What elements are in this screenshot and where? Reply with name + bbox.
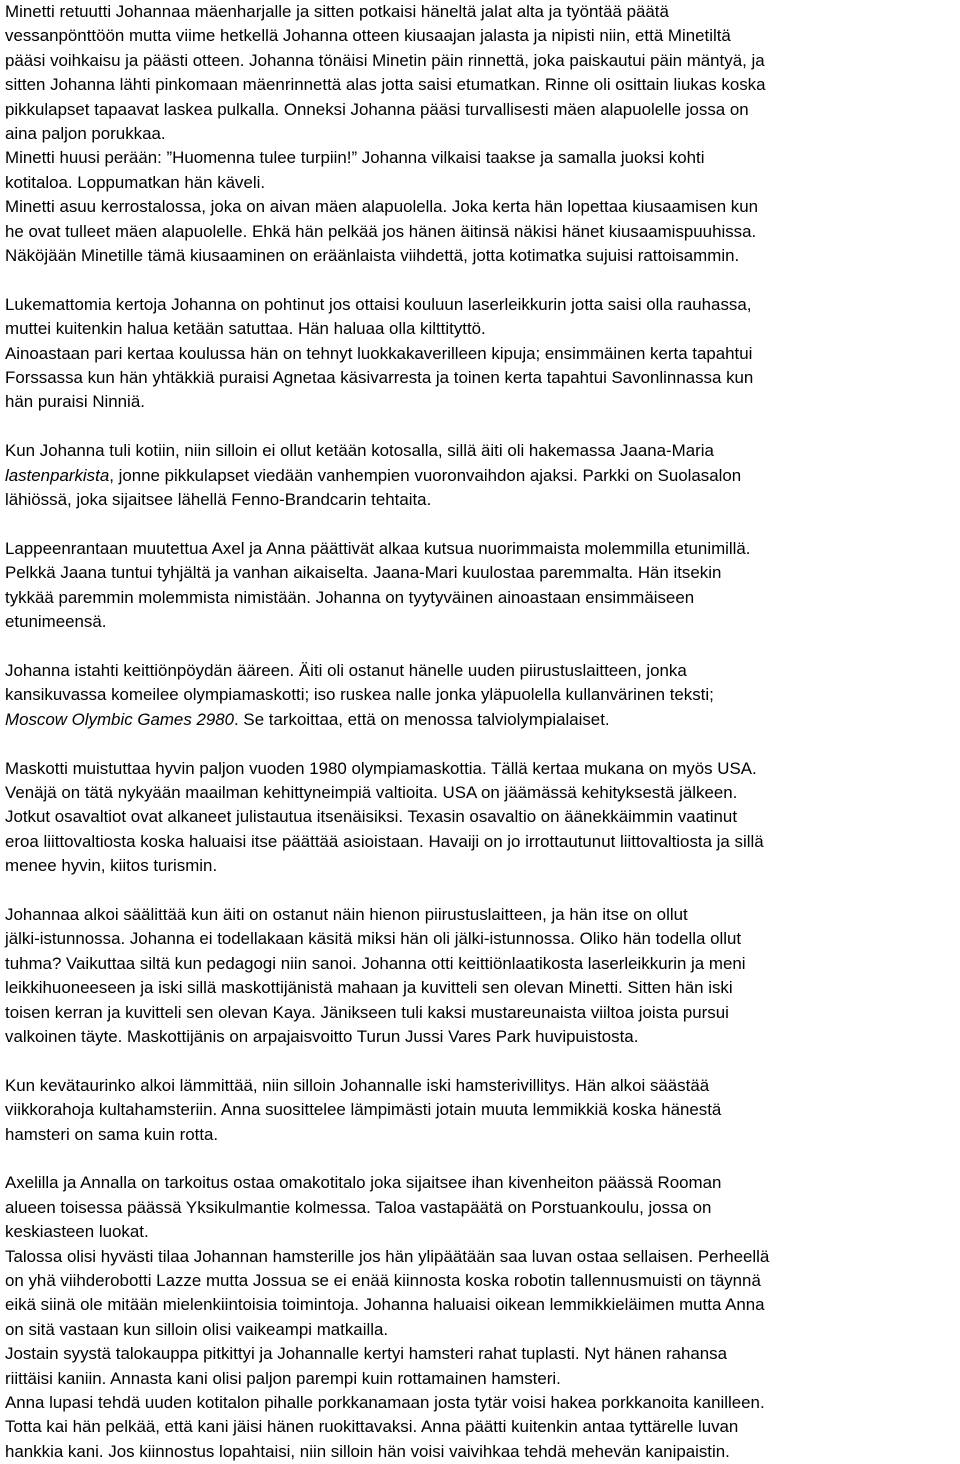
text-line — [5, 561, 957, 585]
text-line — [5, 146, 957, 170]
text-line — [5, 366, 957, 390]
line-text: Minetti asuu kerrostalossa, joka on aivan mäen alapuolella. Joka kerta hän lopettaa kiusaamisen kun — [5, 197, 759, 217]
line-text: Anna lupasi tehdä uuden kotitalon pihalle porkkanamaan josta tytär voisi hakea porkkanoita kanilleen. — [5, 1393, 765, 1413]
text-line — [5, 317, 957, 341]
line-text: aina paljon porukkaa. — [5, 124, 166, 144]
text-line — [5, 1074, 957, 1098]
text-line — [5, 830, 957, 854]
text-line — [5, 488, 957, 512]
text-line — [5, 24, 957, 48]
text-line — [5, 1123, 957, 1147]
line-text: kotitaloa. Loppumatkan hän käveli. — [5, 172, 266, 192]
text-line — [5, 122, 957, 146]
line-text: Minetti huusi perään: ”Huomenna tulee turpiin!” Johanna vilkaisi taakse ja samalla juoksi kohti — [5, 148, 705, 168]
text-line — [5, 683, 957, 707]
text-line — [5, 1098, 957, 1122]
text-line — [5, 1025, 957, 1049]
line-text: leikkihuoneeseen ja iski sillä maskottijänistä mahaan ja kuvitteli sen olevan Minetti. Sitten hän iski — [5, 978, 733, 998]
text-line — [5, 464, 957, 488]
text-line — [5, 1415, 957, 1439]
text-line — [5, 976, 957, 1000]
text-line — [5, 927, 957, 951]
text-line — [5, 1245, 957, 1269]
italic-text: lastenparkista — [5, 465, 110, 485]
line-text: on yhä viihderobotti Lazze mutta Jossua se ei enää kiinnosta koska robotin tallennusmuisti on täynnä — [5, 1271, 761, 1290]
italic-text: Moscow Olymbic Games 2980 — [5, 709, 235, 729]
text-line — [5, 244, 957, 268]
line-text: Pelkkä Jaana tuntui tyhjältä ja vanhan aikaiselta. Jaana-Mari kuulostaa paremmalta. Hän itsekin — [5, 563, 722, 583]
line-text: Lappeenrantaan muutettua Axel ja Anna päättivät alkaa kutsua nuorimmaista molemmilla etunimillä. — [5, 538, 751, 558]
text-line — [5, 854, 957, 878]
line-text: muttei kuitenkin halua ketään satuttaa. Hän haluaa olla kilttityttö. — [5, 319, 486, 339]
line-text: Forssassa kun hän yhtäkkiä puraisi Agnetaa käsivarresta ja toinen kerta tapahtui Savonlinnassa kun — [5, 368, 754, 388]
text-line — [5, 1220, 957, 1244]
text-line — [5, 49, 957, 73]
text-line — [5, 1001, 957, 1025]
line-text: Ainoastaan pari kertaa koulussa hän on tehnyt luokkakaverilleen kipuja; ensimmäinen kerta tapahtui — [5, 343, 753, 363]
paragraph-gap — [5, 513, 957, 537]
line-text: jälki-istunnossa. Johanna ei todellakaan käsitä miksi hän oli jälki-istunnossa. Oliko hän todella ollut — [5, 929, 742, 949]
text-line — [5, 586, 957, 610]
text-line — [5, 708, 957, 732]
line-text: Totta kai hän pelkää, että kani jäisi hänen ruokittavaksi. Anna päätti kuitenkin antaa tyttärelle luvan — [5, 1417, 739, 1437]
line-text: Venäjä on tätä nykyään maailman kehittyneimpiä valtioita. USA on jäämässä kehityksestä jälkeen. — [5, 782, 738, 802]
line-text: etunimeensä. — [5, 612, 107, 632]
line-text: Jostain syystä talokauppa pitkittyi ja Johannalle kertyi hamsteri rahat tuplasti. Nyt hänen rahansa — [5, 1344, 727, 1364]
line-text: , jonne pikkulapset viedään vanhempien vuoronvaihdon ajaksi. Parkki on Suolasalon — [109, 465, 742, 485]
text-line — [5, 903, 957, 927]
line-text: menee hyvin, kiitos turismin. — [5, 856, 218, 876]
text-line — [5, 610, 957, 634]
text-line — [5, 1367, 957, 1391]
line-text: tykkää paremmin molemmista nimistään. Johanna on tyytyväinen ainoastaan ensimmäiseen — [5, 587, 695, 607]
line-text: eikä siinä ole mitään mielenkiintoisia toimintoja. Johanna haluaisi oikean lemmikkieläimen mutta Anna — [5, 1295, 765, 1315]
text-line — [5, 1171, 957, 1195]
line-text: hamsteri on sama kuin rotta. — [5, 1124, 219, 1144]
line-text: toisen kerran ja kuvitteli sen olevan Kaya. Jänikseen tuli kaksi mustareunaista viiltoa joista pursui — [5, 1002, 729, 1022]
line-text: pääsi voihkaisu ja päästi otteen. Johanna tönäisi Minetin päin rinnettä, joka paiskautui päin mäntyä, ja — [5, 50, 765, 70]
line-text: alueen toisessa päässä Yksikulmantie kolmessa. Taloa vastapäätä on Porstuankoulu, jossa on — [5, 1197, 712, 1217]
text-line — [5, 1440, 957, 1464]
line-text: eroa liittovaltiosta koska haluaisi itse päättää asioistaan. Havaiji on jo irrottautunut liittovaltiosta ja sillä — [5, 831, 764, 851]
line-text: riittäisi kaniin. Annasta kani olisi paljon parempi kuin rottamainen hamsteri. — [5, 1368, 561, 1388]
text-line — [5, 0, 957, 24]
line-text: vessanpönttöön mutta viime hetkellä Johanna otteen kiusaajan jalasta ja nipisti niin, että Minetiltä — [5, 26, 731, 46]
document-page — [5, 0, 957, 1464]
line-text: Kun Johanna tuli kotiin, niin silloin ei ollut ketään kotosalla, sillä äiti oli hakemassa Jaana-Maria — [5, 441, 714, 461]
line-text: Maskotti muistuttaa hyvin paljon vuoden 1980 olympiamaskottia. Tällä kertaa mukana on myös USA. — [5, 758, 757, 778]
paragraph-gap — [5, 732, 957, 756]
text-line — [5, 805, 957, 829]
text-line — [5, 390, 957, 414]
paragraph-gap — [5, 879, 957, 903]
paragraph-gap — [5, 415, 957, 439]
line-text: Kun kevätaurinko alkoi lämmittää, niin silloin Johannalle iski hamsterivillitys. Hän alkoi säästää — [5, 1075, 710, 1095]
text-line — [5, 220, 957, 244]
line-text: Minetti retuutti Johannaa mäenharjalle ja sitten potkaisi häneltä jalat alta ja työntää päätä — [5, 2, 669, 21]
line-text: Lukemattomia kertoja Johanna on pohtinut jos ottaisi kouluun laserleikkurin jotta saisi olla rauhassa, — [5, 294, 752, 314]
text-line — [5, 293, 957, 317]
line-text: viikkorahoja kultahamsteriin. Anna suosittelee lämpimästi jotain muuta lemmikkiä koska hänestä — [5, 1100, 722, 1120]
paragraph-gap — [5, 1049, 957, 1073]
text-line — [5, 1391, 957, 1415]
line-text: keskiasteen luokat. — [5, 1222, 149, 1242]
line-text: on sitä vastaan kun silloin olisi vaikeampi matkailla. — [5, 1319, 389, 1339]
text-line — [5, 342, 957, 366]
line-text: Talossa olisi hyvästi tilaa Johannan hamsterille jos hän ylipäätään saa luvan ostaa sellaisen. Perheellä — [5, 1246, 770, 1266]
paragraph-gap — [5, 1147, 957, 1171]
line-text: he ovat tulleet mäen alapuolelle. Ehkä hän pelkää jos hänen äitinsä näkisi hänet kiusaamispuuhissa. — [5, 221, 757, 241]
line-text: sitten Johanna lähti pinkomaan mäenrinnettä alas jotta saisi etumatkan. Rinne oli osittain liukas koska — [5, 75, 766, 95]
line-text: Näköjään Minetille tämä kiusaaminen on eräänlaista viihdettä, jotta kotimatka sujuisi rattoisammin. — [5, 246, 740, 266]
line-text: pikkulapset tapaavat laskea pulkalla. Onneksi Johanna pääsi turvallisesti mäen alapuolelle jossa on — [5, 99, 749, 119]
text-line — [5, 1196, 957, 1220]
line-text: hän puraisi Ninniä. — [5, 392, 145, 412]
line-text: hankkia kani. Jos kiinnostus lopahtaisi, niin silloin hän voisi vaivihkaa tehdä mehevän kanipaistin. — [5, 1441, 730, 1461]
line-text: . Se tarkoittaa, että on menossa talviolympialaiset. — [234, 709, 610, 729]
line-text: Axelilla ja Annalla on tarkoitus ostaa omakotitalo joka sijaitsee ihan kivenheiton päässä Rooman — [5, 1173, 722, 1193]
paragraph-gap — [5, 635, 957, 659]
text-line — [5, 73, 957, 97]
text-line — [5, 1342, 957, 1366]
text-line — [5, 659, 957, 683]
text-line — [5, 1293, 957, 1317]
paragraph-gap — [5, 268, 957, 292]
text-line — [5, 781, 957, 805]
line-text: valkoinen täyte. Maskottijänis on arpajaisvoitto Turun Jussi Vares Park huvipuistosta. — [5, 1026, 639, 1046]
line-text: Johannaa alkoi säälittää kun äiti on ostanut näin hienon piirustuslaitteen, ja hän itse on ollut — [5, 904, 688, 924]
text-line — [5, 537, 957, 561]
text-line — [5, 1269, 957, 1293]
line-text: Johanna istahti keittiönpöydän ääreen. Äiti oli ostanut hänelle uuden piirustuslaitteen, jonka — [5, 660, 687, 680]
line-text: kansikuvassa komeilee olympiamaskotti; iso ruskea nalle jonka yläpuolella kullanvärinen teksti; — [5, 685, 714, 705]
text-line — [5, 98, 957, 122]
text-line — [5, 195, 957, 219]
text-line — [5, 171, 957, 195]
text-line — [5, 952, 957, 976]
text-line — [5, 439, 957, 463]
text-line — [5, 1318, 957, 1342]
text-line — [5, 757, 957, 781]
line-text: lähiössä, joka sijaitsee lähellä Fenno-Brandcarin tehtaita. — [5, 490, 432, 510]
line-text: Jotkut osavaltiot ovat alkaneet julistautua itsenäisiksi. Texasin osavaltio on äänekkäimmin vaatinut — [5, 807, 738, 827]
line-text: tuhma? Vaikuttaa siltä kun pedagogi niin sanoi. Johanna otti keittiönlaatikosta laserleikkurin ja meni — [5, 953, 746, 973]
